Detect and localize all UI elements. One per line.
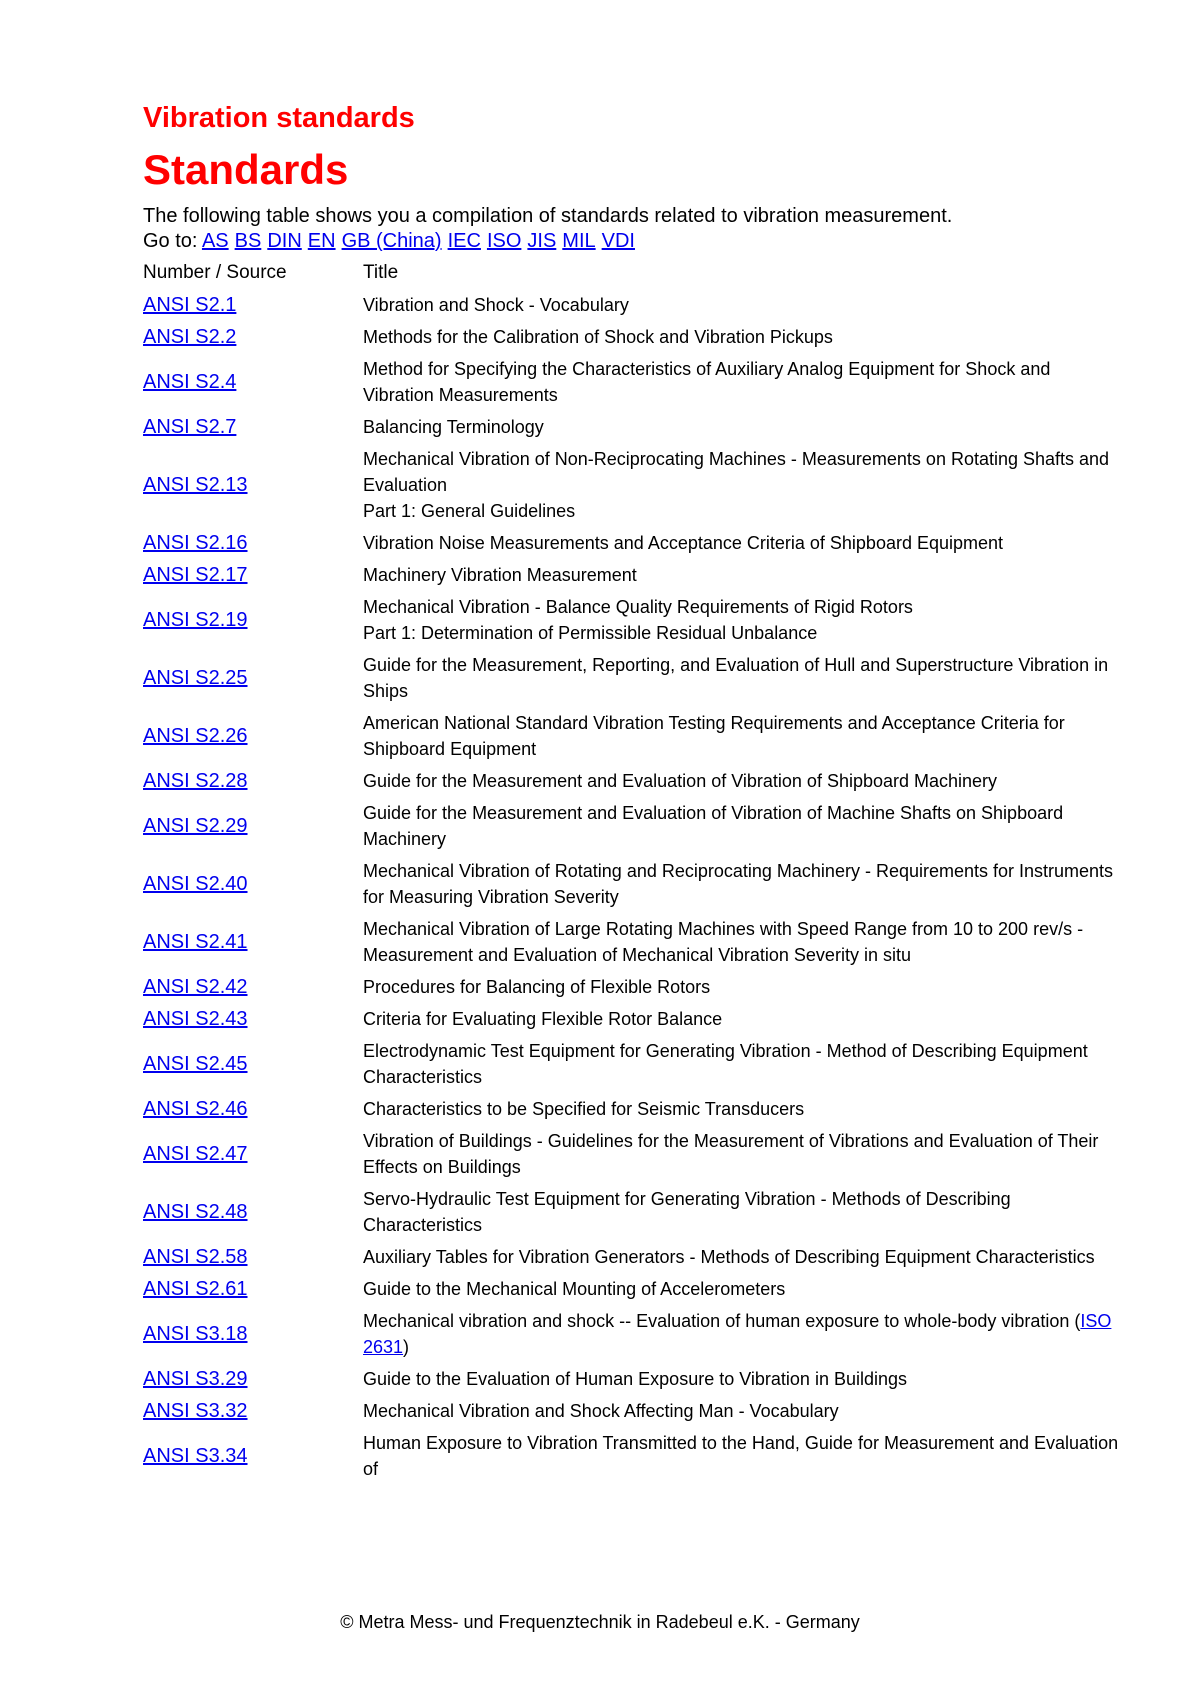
standard-number-link[interactable]: ANSI S2.7 [143, 416, 237, 438]
standard-number-link[interactable]: ANSI S2.2 [143, 326, 237, 348]
table-row [143, 443, 1123, 527]
standard-number-cell [143, 1363, 363, 1395]
table-row [143, 559, 1123, 591]
goto-link[interactable]: VDI [601, 230, 635, 252]
standard-number-cell [143, 1035, 363, 1093]
standard-title-cell [363, 289, 1123, 321]
standard-title-cell [363, 1183, 1123, 1241]
goto-link[interactable]: JIS [527, 230, 557, 252]
standard-number-link[interactable]: ANSI S2.40 [143, 873, 248, 895]
standard-number-cell [143, 443, 363, 527]
standard-title: Guide for the Measurement and Evaluation of Vibration of Shipboard Machinery [363, 771, 998, 791]
table-row [143, 591, 1123, 649]
standard-number-link[interactable]: ANSI S2.58 [143, 1246, 248, 1268]
table-row [143, 913, 1123, 971]
table-body [143, 289, 1123, 1485]
standard-number-link[interactable]: ANSI S2.61 [143, 1278, 248, 1300]
standard-number-cell [143, 649, 363, 707]
table-row [143, 1183, 1123, 1241]
standard-number-cell [143, 1241, 363, 1273]
standard-number-link[interactable]: ANSI S3.34 [143, 1445, 248, 1467]
table-row [143, 649, 1123, 707]
standard-title-cell [363, 797, 1123, 855]
standard-title-cell [363, 321, 1123, 353]
goto-link[interactable]: GB (China) [341, 230, 442, 252]
standard-title-cell [363, 855, 1123, 913]
standard-title: Mechanical Vibration of Non-Reciprocating Machines - Measurements on Rotating Shafts and Evaluation [363, 449, 1110, 495]
standard-title: Human Exposure to Vibration Transmitted to the Hand, Guide for Measurement and Evaluation of [363, 1433, 1119, 1479]
standard-number-link[interactable]: ANSI S2.43 [143, 1008, 248, 1030]
standard-title-cell [363, 1427, 1123, 1485]
standard-title: Guide for the Measurement and Evaluation of Vibration of Machine Shafts on Shipboard Machinery [363, 803, 1064, 849]
standard-number-link[interactable]: ANSI S2.26 [143, 725, 248, 747]
standard-title: Mechanical Vibration and Shock Affecting Man - Vocabulary [363, 1401, 839, 1421]
standard-title-cell [363, 1035, 1123, 1093]
table-row [143, 1363, 1123, 1395]
goto-link[interactable]: IEC [447, 230, 481, 252]
standard-title: Characteristics to be Specified for Seismic Transducers [363, 1099, 805, 1119]
standard-title: Vibration Noise Measurements and Acceptance Criteria of Shipboard Equipment [363, 533, 1004, 553]
standard-number-cell [143, 321, 363, 353]
standard-title: Mechanical vibration and shock -- Evaluation of human exposure to whole-body vibration ( [363, 1311, 1081, 1331]
standard-number-link[interactable]: ANSI S2.4 [143, 371, 237, 393]
standard-number-link[interactable]: ANSI S2.25 [143, 667, 248, 689]
standard-number-cell [143, 1183, 363, 1241]
standard-number-cell [143, 411, 363, 443]
document-page [143, 100, 1123, 1485]
standard-number-cell [143, 797, 363, 855]
table-row [143, 1395, 1123, 1427]
standard-number-link[interactable]: ANSI S2.41 [143, 931, 248, 953]
standard-title-cell [363, 649, 1123, 707]
standard-number-cell [143, 559, 363, 591]
standard-number-cell [143, 1273, 363, 1305]
standard-title-cell [363, 353, 1123, 411]
intro-text: The following table shows you a compilation of standards related to vibration measurement. [143, 205, 953, 227]
goto-nav [143, 229, 1123, 254]
standard-title-cell [363, 527, 1123, 559]
goto-label: Go to: [143, 230, 198, 252]
standard-number-link[interactable]: ANSI S2.45 [143, 1053, 248, 1075]
standard-title-cell [363, 1003, 1123, 1035]
standard-title-cell [363, 1305, 1123, 1363]
standard-number-cell [143, 913, 363, 971]
goto-link[interactable]: BS [234, 230, 262, 252]
standard-title-cell [363, 443, 1123, 527]
standard-number-link[interactable]: ANSI S2.28 [143, 770, 248, 792]
table-row [143, 411, 1123, 443]
standards-table [143, 258, 1123, 1485]
standard-title-cell [363, 1125, 1123, 1183]
table-row [143, 1125, 1123, 1183]
standard-number-cell [143, 707, 363, 765]
table-row [143, 1273, 1123, 1305]
standard-number-link[interactable]: ANSI S3.18 [143, 1323, 248, 1345]
standard-number-cell [143, 1305, 363, 1363]
standard-title: Guide to the Mechanical Mounting of Accelerometers [363, 1279, 786, 1299]
standard-title-cell [363, 1363, 1123, 1395]
table-row [143, 1035, 1123, 1093]
table-row [143, 1003, 1123, 1035]
standard-title: Mechanical Vibration - Balance Quality Requirements of Rigid Rotors [363, 597, 913, 617]
standard-title-cell [363, 707, 1123, 765]
standard-title: Vibration and Shock - Vocabulary [363, 295, 629, 315]
inline-standard-link[interactable]: ISO 2631 [363, 1311, 1112, 1357]
standard-title-cell [363, 411, 1123, 443]
standard-title-cell [363, 1241, 1123, 1273]
page-subtitle: Vibration standards [143, 102, 415, 134]
standard-title: Guide to the Evaluation of Human Exposure to Vibration in Buildings [363, 1369, 907, 1389]
goto-link[interactable]: DIN [267, 230, 302, 252]
standard-number-cell [143, 1395, 363, 1427]
standard-title-cell [363, 1395, 1123, 1427]
standard-number-cell [143, 289, 363, 321]
column-header-number: Number / Source [143, 262, 287, 283]
table-row [143, 707, 1123, 765]
standard-number-cell [143, 1125, 363, 1183]
goto-link[interactable]: AS [201, 230, 229, 252]
standard-number-cell [143, 765, 363, 797]
standard-number-link[interactable]: ANSI S2.19 [143, 609, 248, 631]
standard-title-part: Part 1: General Guidelines [363, 501, 576, 521]
standard-title-cell [363, 765, 1123, 797]
standard-title-cell [363, 1093, 1123, 1125]
table-row [143, 1241, 1123, 1273]
standard-title: Mechanical Vibration of Large Rotating Machines with Speed Range from 10 to 200 rev/s - Measurement and Evaluation of Mechanical Vibration Severity in situ [363, 919, 1084, 965]
standard-number-link[interactable]: ANSI S2.17 [143, 564, 248, 586]
standard-title: Machinery Vibration Measurement [363, 565, 637, 585]
standard-title: Balancing Terminology [363, 417, 544, 437]
goto-links [202, 230, 641, 252]
standard-number-cell [143, 353, 363, 411]
standard-title-cell [363, 971, 1123, 1003]
standard-title: American National Standard Vibration Testing Requirements and Acceptance Criteria for Shipboard Equipment [363, 713, 1065, 759]
standard-title: Vibration of Buildings - Guidelines for the Measurement of Vibrations and Evaluation of Their Effects on Buildings [363, 1131, 1099, 1177]
standard-title-part: Part 1: Determination of Permissible Residual Unbalance [363, 623, 818, 643]
table-row [143, 797, 1123, 855]
standard-number-cell [143, 1427, 363, 1485]
standard-number-cell [143, 971, 363, 1003]
table-row [143, 1093, 1123, 1125]
standard-title: Guide for the Measurement, Reporting, and Evaluation of Hull and Superstructure Vibration in Ships [363, 655, 1109, 701]
standard-title: Mechanical Vibration of Rotating and Reciprocating Machinery - Requirements for Instruments for Measuring Vibration Severity [363, 861, 1114, 907]
table-row [143, 855, 1123, 913]
table-header-row [143, 258, 1123, 289]
standard-number-link[interactable]: ANSI S2.48 [143, 1201, 248, 1223]
standard-title: Procedures for Balancing of Flexible Rotors [363, 977, 711, 997]
standard-title: Auxiliary Tables for Vibration Generators - Methods of Describing Equipment Characteristics [363, 1247, 1095, 1267]
goto-link[interactable]: MIL [562, 230, 596, 252]
goto-link[interactable]: EN [307, 230, 336, 252]
column-header-title: Title [363, 262, 399, 283]
standard-title-cell [363, 913, 1123, 971]
table-row [143, 1305, 1123, 1363]
standard-number-cell [143, 591, 363, 649]
table-row [143, 971, 1123, 1003]
standard-number-link[interactable]: ANSI S2.16 [143, 532, 248, 554]
standard-title: Methods for the Calibration of Shock and Vibration Pickups [363, 327, 833, 347]
standard-number-link[interactable]: ANSI S2.47 [143, 1143, 248, 1165]
page-title: Standards [143, 146, 349, 193]
table-row [143, 321, 1123, 353]
standard-number-cell [143, 1093, 363, 1125]
standard-title-cell [363, 1273, 1123, 1305]
standard-title-suffix: ) [403, 1337, 410, 1357]
standard-title: Method for Specifying the Characteristics of Auxiliary Analog Equipment for Shock and Vibration Measurements [363, 359, 1051, 405]
standard-number-link[interactable]: ANSI S2.13 [143, 474, 248, 496]
table-row [143, 527, 1123, 559]
standard-title: Electrodynamic Test Equipment for Generating Vibration - Method of Describing Equipment Characteristics [363, 1041, 1088, 1087]
table-row [143, 1427, 1123, 1485]
standard-title: Servo-Hydraulic Test Equipment for Generating Vibration - Methods of Describing Characteristics [363, 1189, 1011, 1235]
standard-number-link[interactable]: ANSI S2.42 [143, 976, 248, 998]
table-row [143, 765, 1123, 797]
standard-number-link[interactable]: ANSI S2.29 [143, 815, 248, 837]
table-row [143, 353, 1123, 411]
goto-link[interactable]: ISO [486, 230, 522, 252]
standard-number-link[interactable]: ANSI S3.29 [143, 1368, 248, 1390]
standard-number-cell [143, 1003, 363, 1035]
standard-number-cell [143, 855, 363, 913]
standard-title-cell [363, 591, 1123, 649]
standard-title-cell [363, 559, 1123, 591]
page-footer: © Metra Mess- und Frequenztechnik in Radebeul e.K. - Germany [340, 1612, 860, 1632]
standard-number-link[interactable]: ANSI S2.1 [143, 294, 237, 316]
standard-title: Criteria for Evaluating Flexible Rotor Balance [363, 1009, 723, 1029]
standard-number-link[interactable]: ANSI S2.46 [143, 1098, 248, 1120]
standard-number-link[interactable]: ANSI S3.32 [143, 1400, 248, 1422]
standard-number-cell [143, 527, 363, 559]
table-row [143, 289, 1123, 321]
